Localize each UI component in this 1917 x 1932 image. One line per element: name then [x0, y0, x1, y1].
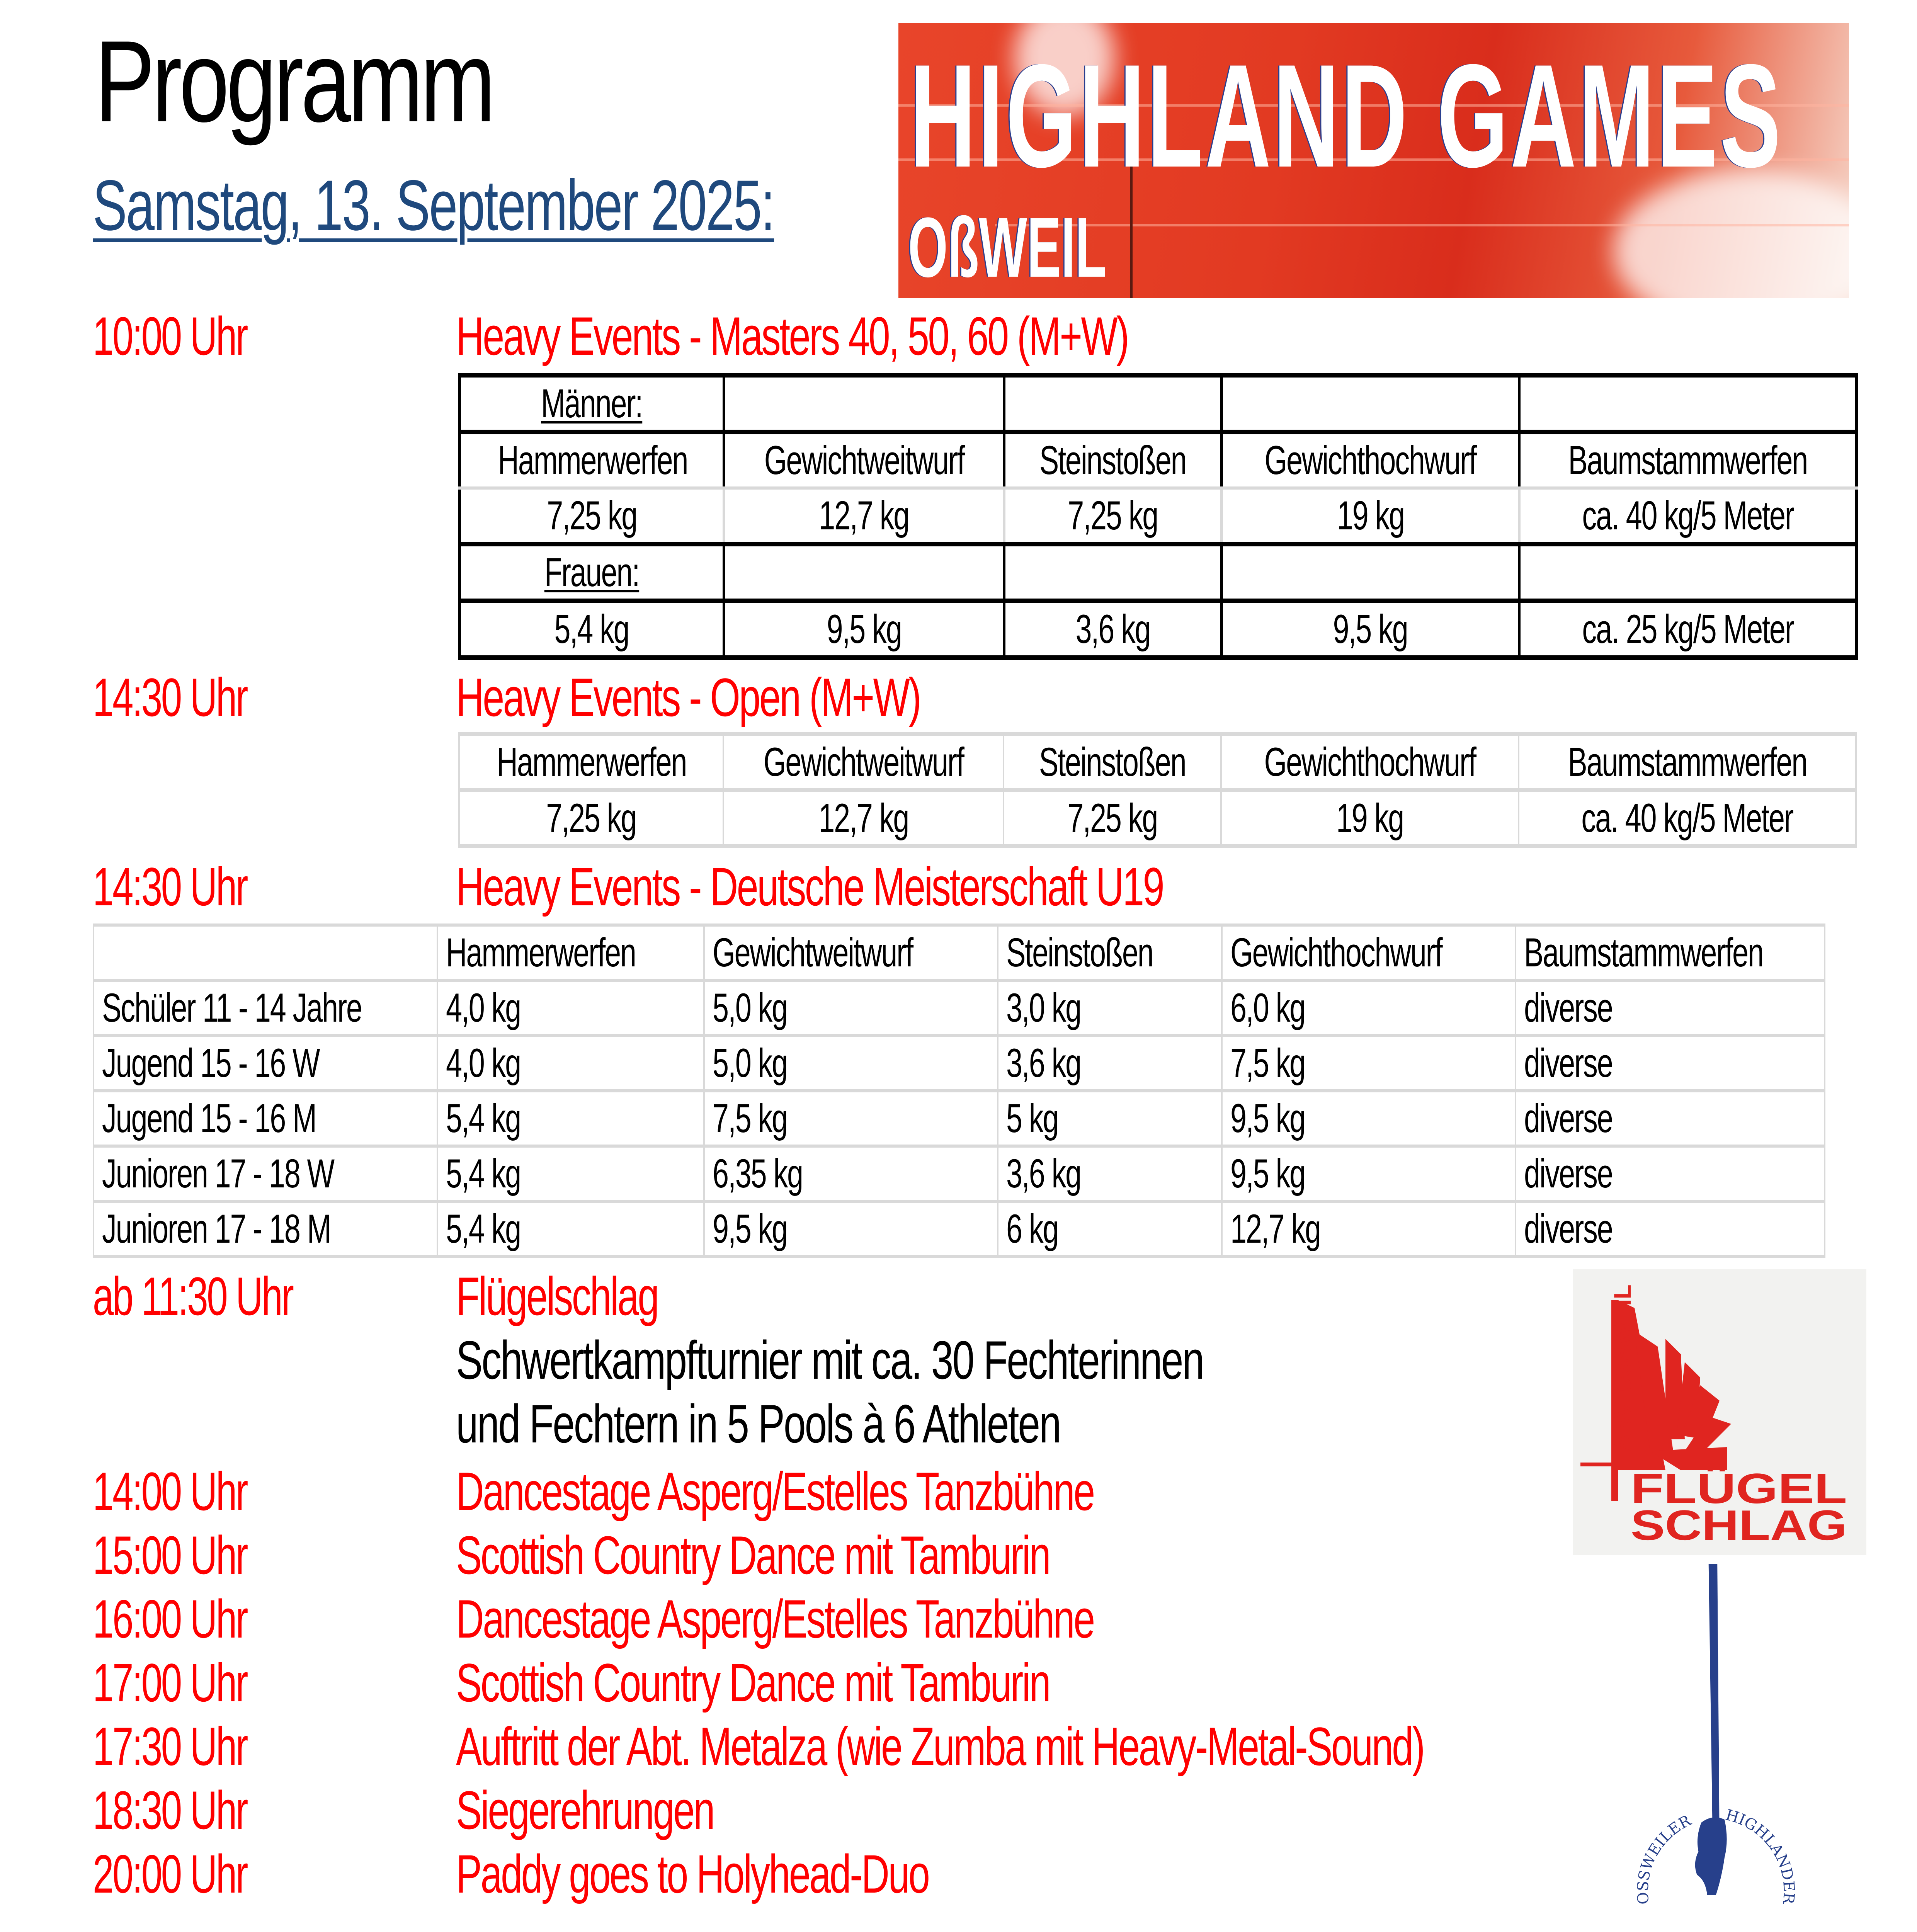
table-cell — [1221, 790, 1519, 846]
schedule-event: Heavy Events - Masters 40, 50, 60 (M+W) — [456, 306, 1128, 366]
row-category — [94, 1146, 437, 1201]
cell-value: 4,0 kg — [446, 985, 520, 1031]
column-header — [704, 925, 998, 980]
empty-cell — [1004, 544, 1222, 601]
logo-arc-left: OSSWEILER — [1634, 1812, 1694, 1905]
table-cell — [1516, 1146, 1825, 1201]
date-heading: Samstag, 13. September 2025: — [93, 166, 774, 245]
table-cell — [437, 1201, 704, 1257]
column-header-text: Gewichtweitwurf — [713, 930, 913, 975]
schedule-time: 17:30 Uhr — [93, 1716, 247, 1777]
column-header-text: Baumstammwerfen — [1568, 438, 1808, 483]
table-row — [94, 1036, 1825, 1091]
table-row — [94, 980, 1825, 1036]
event-description: Schwertkampfturnier mit ca. 30 Fechterinnen — [456, 1330, 1204, 1390]
cell-value: 7,25 kg — [546, 796, 636, 841]
column-header-text: Steinstoßen — [1006, 930, 1153, 975]
table-cell — [1004, 790, 1221, 846]
table-cell — [459, 790, 723, 846]
table-cell — [704, 1091, 998, 1146]
table-row — [94, 1091, 1825, 1146]
row-category — [94, 1201, 437, 1257]
cell-value: 12,7 kg — [1230, 1206, 1320, 1252]
logo-vertical-text: ASV OSSWEIL — [1609, 1284, 1636, 1451]
banner-title: HIGHLAND GAMES — [910, 34, 1783, 198]
cell-value: 7,25 kg — [547, 493, 637, 538]
table-cell — [998, 1091, 1222, 1146]
cell-value: 5,4 kg — [446, 1151, 520, 1196]
banner-subtitle: OßWEIL — [908, 200, 1107, 295]
athlete-silhouette-icon — [1695, 1817, 1727, 1895]
schedule-event: Heavy Events - Open (M+W) — [456, 667, 920, 728]
open-weights-table — [458, 732, 1857, 848]
page-title: Programm — [95, 16, 493, 146]
column-header — [1222, 432, 1519, 488]
column-header-text: Baumstammwerfen — [1524, 930, 1763, 975]
column-header-text: Gewichthochwurf — [1264, 438, 1476, 483]
category-text: Jugend 15 - 16 W — [102, 1041, 320, 1086]
table-cell — [1516, 1091, 1825, 1146]
cell-value: 7,25 kg — [1068, 493, 1158, 538]
table-cell — [460, 488, 724, 544]
table-row — [94, 1146, 1825, 1201]
cell-value: 6,35 kg — [713, 1151, 803, 1196]
fluegelschlag-logo — [1573, 1269, 1866, 1555]
schedule-event: Heavy Events - Deutsche Meisterschaft U19 — [456, 856, 1163, 917]
masters-weights-table — [458, 373, 1858, 660]
category-text: Junioren 17 - 18 W — [102, 1151, 334, 1196]
schedule-event: Dancestage Asperg/Estelles Tanzbühne — [456, 1461, 1094, 1522]
u19-weights-table — [93, 923, 1825, 1258]
cell-value: 5,4 kg — [554, 607, 629, 652]
category-text: Schüler 11 - 14 Jahre — [102, 985, 362, 1031]
table-cell — [1222, 1091, 1516, 1146]
column-header — [1519, 432, 1857, 488]
empty-cell — [724, 375, 1004, 432]
schedule-event: Scottish Country Dance mit Tamburin — [456, 1652, 1050, 1713]
schedule-time: 14:30 Uhr — [93, 667, 247, 728]
cell-value: 3,6 kg — [1006, 1151, 1081, 1196]
table-cell — [1516, 1036, 1825, 1091]
table-cell — [704, 1036, 998, 1091]
column-header — [1004, 432, 1222, 488]
table-cell — [724, 601, 1004, 658]
cell-value: 5,4 kg — [446, 1206, 520, 1252]
cell-value: 3,6 kg — [1075, 607, 1150, 652]
cell-value: 3,6 kg — [1006, 1041, 1081, 1086]
empty-cell — [1519, 375, 1857, 432]
table-cell — [723, 790, 1004, 846]
empty-cell — [1519, 544, 1857, 601]
cell-value: ca. 40 kg/5 Meter — [1582, 493, 1794, 538]
column-header-text: Steinstoßen — [1039, 438, 1186, 483]
cell-value: 12,7 kg — [819, 493, 909, 538]
table-cell — [1516, 980, 1825, 1036]
cell-value: diverse — [1524, 1096, 1613, 1141]
column-header-text: Baumstammwerfen — [1568, 740, 1807, 785]
column-header-text: Gewichtweitwurf — [764, 438, 964, 483]
cell-value: 9,5 kg — [827, 607, 902, 652]
table-cell — [1519, 601, 1857, 658]
cell-value: 12,7 kg — [818, 796, 908, 841]
schedule-event: Paddy goes to Holyhead-Duo — [456, 1844, 929, 1904]
schedule-time: 10:00 Uhr — [93, 306, 247, 366]
column-header — [1222, 925, 1516, 980]
column-header — [1221, 734, 1519, 790]
row-category — [94, 1091, 437, 1146]
column-header-text: Hammerwerfen — [498, 438, 688, 483]
caber-pole-icon — [1709, 1564, 1720, 1823]
empty-cell — [1004, 375, 1222, 432]
column-header-text: Gewichthochwurf — [1264, 740, 1476, 785]
women-label-cell — [460, 544, 724, 601]
cell-value: ca. 40 kg/5 Meter — [1581, 796, 1793, 841]
table-cell — [1004, 601, 1222, 658]
cell-value: 6 kg — [1006, 1206, 1058, 1252]
schedule-time: 18:30 Uhr — [93, 1780, 247, 1840]
empty-cell — [1222, 544, 1519, 601]
schedule-event: Flügelschlag — [456, 1266, 658, 1327]
column-header — [723, 734, 1004, 790]
column-header — [1519, 734, 1856, 790]
column-header-text: Gewichtweitwurf — [763, 740, 964, 785]
cell-value: 3,0 kg — [1006, 985, 1081, 1031]
cell-value: 19 kg — [1337, 493, 1404, 538]
table-cell — [437, 1146, 704, 1201]
column-header-text: Steinstoßen — [1039, 740, 1186, 785]
table-cell — [437, 1091, 704, 1146]
empty-cell — [1222, 375, 1519, 432]
table-cell — [437, 1036, 704, 1091]
men-label-cell — [460, 375, 724, 432]
column-header — [437, 925, 704, 980]
column-header — [1516, 925, 1825, 980]
ossweiler-highlander-logo — [1629, 1561, 1809, 1924]
category-text: Junioren 17 - 18 M — [102, 1206, 331, 1252]
table-row — [94, 1201, 1825, 1257]
schedule-event: Auftritt der Abt. Metalza (wie Zumba mit Heavy-Metal-Sound) — [456, 1716, 1424, 1777]
cell-value: diverse — [1524, 1206, 1613, 1252]
table-cell — [1519, 790, 1856, 846]
schedule-time: ab 11:30 Uhr — [93, 1266, 293, 1327]
column-header — [998, 925, 1222, 980]
cell-value: 4,0 kg — [446, 1041, 520, 1086]
table-cell — [998, 1146, 1222, 1201]
cell-value: diverse — [1524, 1151, 1613, 1196]
schedule-event: Dancestage Asperg/Estelles Tanzbühne — [456, 1588, 1094, 1649]
column-header-text: Hammerwerfen — [497, 740, 687, 785]
empty-cell — [94, 925, 437, 980]
logo-line1: FLÜGEL — [1631, 1465, 1847, 1512]
schedule-time: 14:00 Uhr — [93, 1461, 247, 1522]
schedule-time: 15:00 Uhr — [93, 1525, 247, 1585]
schedule-time: 20:00 Uhr — [93, 1844, 247, 1904]
cell-value: 6,0 kg — [1230, 985, 1305, 1031]
cell-value: diverse — [1524, 1041, 1613, 1086]
table-cell — [998, 980, 1222, 1036]
cell-value: 7,25 kg — [1067, 796, 1157, 841]
cell-value: 7,5 kg — [1230, 1041, 1305, 1086]
table-cell — [704, 1146, 998, 1201]
cell-value: 9,5 kg — [713, 1206, 787, 1252]
cell-value: 7,5 kg — [713, 1096, 787, 1141]
column-header — [460, 432, 724, 488]
cell-value: 5,0 kg — [713, 985, 787, 1031]
column-header — [1004, 734, 1221, 790]
event-description: und Fechtern in 5 Pools à 6 Athleten — [456, 1393, 1060, 1454]
table-cell — [704, 980, 998, 1036]
table-cell — [1222, 1146, 1516, 1201]
category-text: Jugend 15 - 16 M — [102, 1096, 316, 1141]
cell-value: diverse — [1524, 985, 1613, 1031]
schedule-event: Siegerehrungen — [456, 1780, 714, 1840]
table-cell — [1516, 1201, 1825, 1257]
highland-games-banner-logo — [898, 23, 1849, 298]
table-cell — [1222, 601, 1519, 658]
column-header-text: Gewichthochwurf — [1230, 930, 1442, 975]
column-header-text: Hammerwerfen — [446, 930, 636, 975]
schedule-event: Scottish Country Dance mit Tamburin — [456, 1525, 1050, 1585]
cell-value: 5 kg — [1006, 1096, 1058, 1141]
table-cell — [1222, 1201, 1516, 1257]
empty-cell — [724, 544, 1004, 601]
cell-value: 9,5 kg — [1230, 1096, 1305, 1141]
men-label: Männer: — [541, 381, 643, 426]
cell-value: 19 kg — [1336, 796, 1404, 841]
logo-line2: SCHLAG — [1631, 1502, 1847, 1549]
schedule-time: 14:30 Uhr — [93, 856, 247, 917]
logo-arc-right: HIGHLANDER — [1723, 1806, 1798, 1905]
table-cell — [1222, 980, 1516, 1036]
table-cell — [460, 601, 724, 658]
table-cell — [998, 1201, 1222, 1257]
schedule-time: 17:00 Uhr — [93, 1652, 247, 1713]
column-header — [724, 432, 1004, 488]
table-cell — [437, 980, 704, 1036]
row-category — [94, 980, 437, 1036]
cell-value: ca. 25 kg/5 Meter — [1582, 607, 1794, 652]
table-cell — [704, 1201, 998, 1257]
table-cell — [1222, 1036, 1516, 1091]
table-cell — [998, 1036, 1222, 1091]
table-cell — [1004, 488, 1222, 544]
table-cell — [1222, 488, 1519, 544]
row-category — [94, 1036, 437, 1091]
women-label: Frauen: — [544, 550, 640, 595]
cell-value: 9,5 kg — [1230, 1151, 1305, 1196]
schedule-time: 16:00 Uhr — [93, 1588, 247, 1649]
table-cell — [724, 488, 1004, 544]
table-cell — [1519, 488, 1857, 544]
cell-value: 5,0 kg — [713, 1041, 787, 1086]
cell-value: 9,5 kg — [1333, 607, 1408, 652]
column-header — [459, 734, 723, 790]
cell-value: 5,4 kg — [446, 1096, 520, 1141]
